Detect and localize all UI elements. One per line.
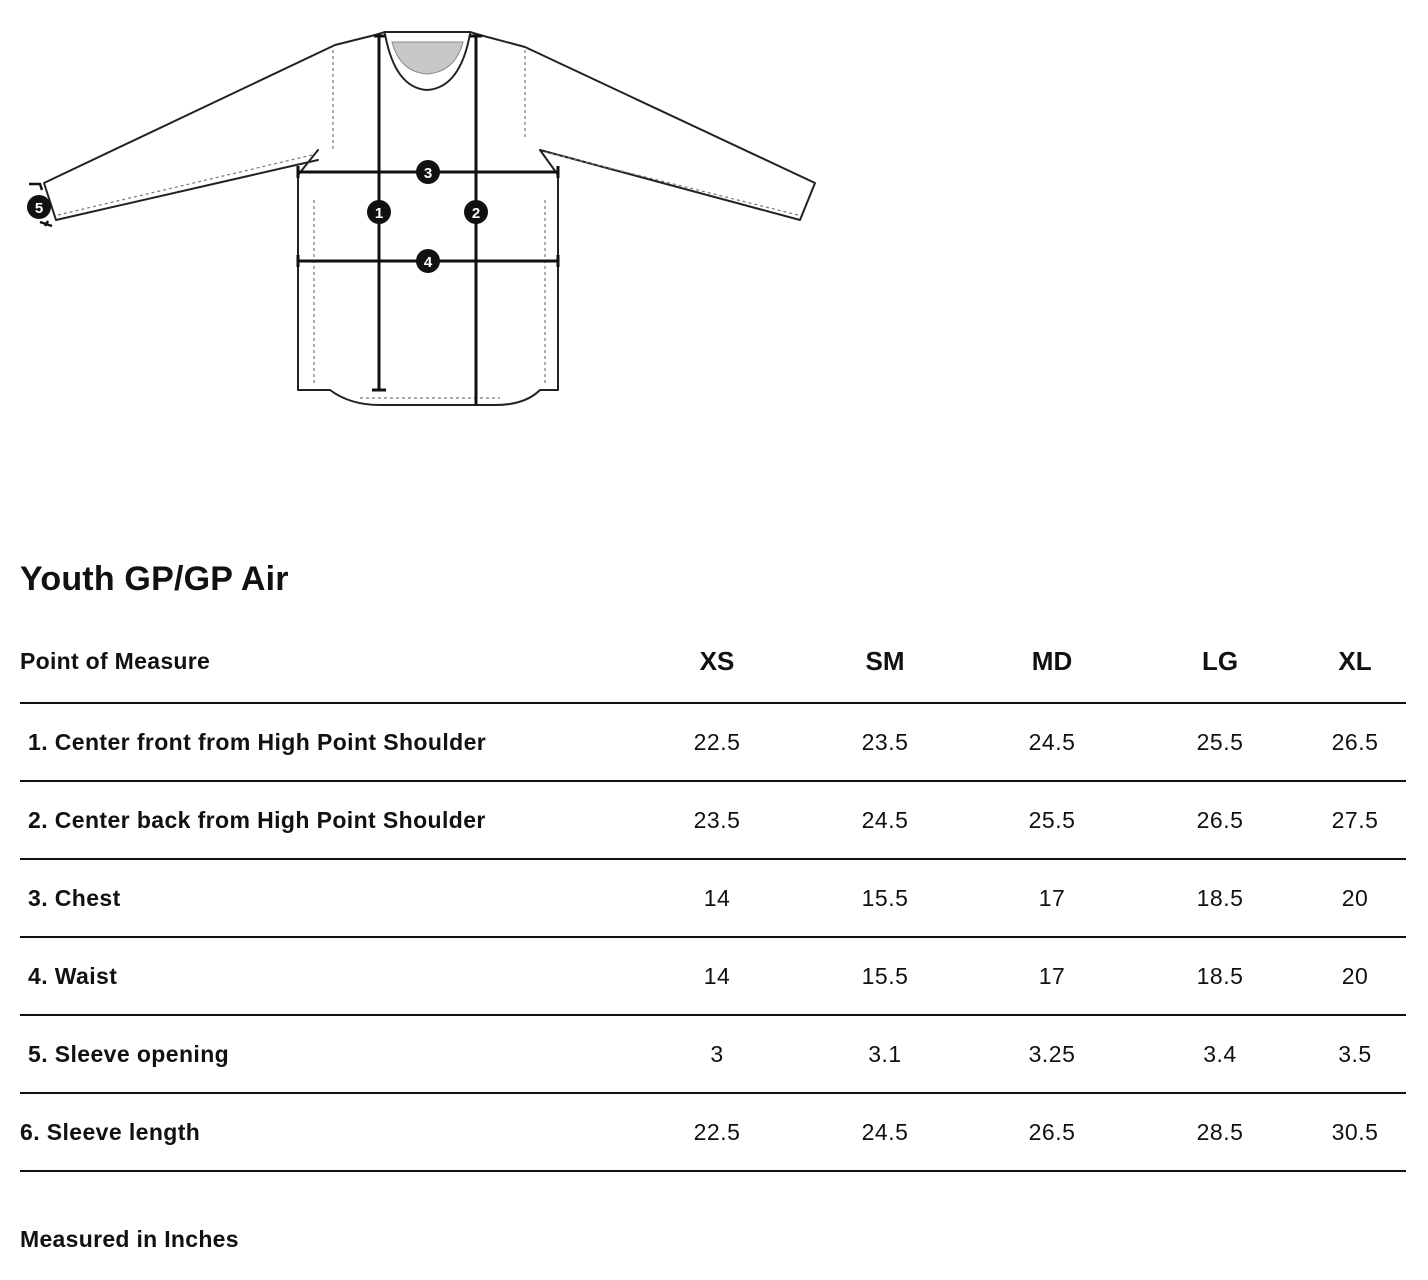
cell-xs: 22.5: [632, 703, 802, 781]
cell-sm: 15.5: [802, 937, 968, 1015]
table-header-row: [20, 620, 1406, 703]
size-chart-table: [20, 620, 1406, 1172]
cell-xs: 3: [632, 1015, 802, 1093]
cell-xs: 14: [632, 859, 802, 937]
cell-lg: 28.5: [1136, 1093, 1304, 1171]
cell-xl: 27.5: [1304, 781, 1406, 859]
marker-5: [27, 195, 51, 219]
cell-md: 24.5: [968, 703, 1136, 781]
cell-lg: 26.5: [1136, 781, 1304, 859]
cell-sm: 3.1: [802, 1015, 968, 1093]
table-row: [20, 937, 1406, 1015]
header-size-xl: XL: [1304, 620, 1406, 703]
page-title: Youth GP/GP Air: [20, 560, 289, 598]
svg-text:2: 2: [471, 205, 481, 222]
row-label: 2. Center back from High Point Shoulder: [20, 781, 632, 859]
cell-lg: 18.5: [1136, 937, 1304, 1015]
table-row: [20, 1093, 1406, 1171]
cell-sm: 24.5: [802, 1093, 968, 1171]
header-size-xs: XS: [632, 620, 802, 703]
jersey-measurement-diagram: [0, 0, 840, 430]
table-row: [20, 781, 1406, 859]
cell-sm: 24.5: [802, 781, 968, 859]
marker-3: [416, 160, 440, 184]
cell-md: 3.25: [968, 1015, 1136, 1093]
measurement-unit-note: Measured in Inches: [20, 1226, 239, 1252]
header-size-sm: SM: [802, 620, 968, 703]
svg-text:5: 5: [34, 200, 44, 217]
cell-xl: 26.5: [1304, 703, 1406, 781]
cell-lg: 25.5: [1136, 703, 1304, 781]
row-label: 1. Center front from High Point Shoulder: [20, 703, 632, 781]
table-row: [20, 859, 1406, 937]
cell-md: 17: [968, 937, 1136, 1015]
header-point-of-measure: Point of Measure: [20, 620, 632, 703]
row-label: 3. Chest: [20, 859, 632, 937]
marker-4: [416, 249, 440, 273]
cell-xs: 14: [632, 937, 802, 1015]
cell-xl: 3.5: [1304, 1015, 1406, 1093]
svg-text:1: 1: [374, 205, 384, 222]
cell-sm: 23.5: [802, 703, 968, 781]
svg-text:3: 3: [423, 165, 433, 182]
cell-lg: 18.5: [1136, 859, 1304, 937]
marker-2: [464, 200, 488, 224]
row-label: 4. Waist: [20, 937, 632, 1015]
cell-md: 26.5: [968, 1093, 1136, 1171]
cell-sm: 15.5: [802, 859, 968, 937]
table-row: [20, 703, 1406, 781]
header-size-lg: LG: [1136, 620, 1304, 703]
cell-md: 17: [968, 859, 1136, 937]
header-size-md: MD: [968, 620, 1136, 703]
cell-lg: 3.4: [1136, 1015, 1304, 1093]
cell-md: 25.5: [968, 781, 1136, 859]
row-label: 5. Sleeve opening: [20, 1015, 632, 1093]
table-row: [20, 1015, 1406, 1093]
cell-xs: 22.5: [632, 1093, 802, 1171]
cell-xl: 20: [1304, 937, 1406, 1015]
svg-text:4: 4: [423, 254, 433, 271]
cell-xl: 20: [1304, 859, 1406, 937]
row-label: 6. Sleeve length: [20, 1093, 632, 1171]
cell-xs: 23.5: [632, 781, 802, 859]
marker-1: [367, 200, 391, 224]
cell-xl: 30.5: [1304, 1093, 1406, 1171]
